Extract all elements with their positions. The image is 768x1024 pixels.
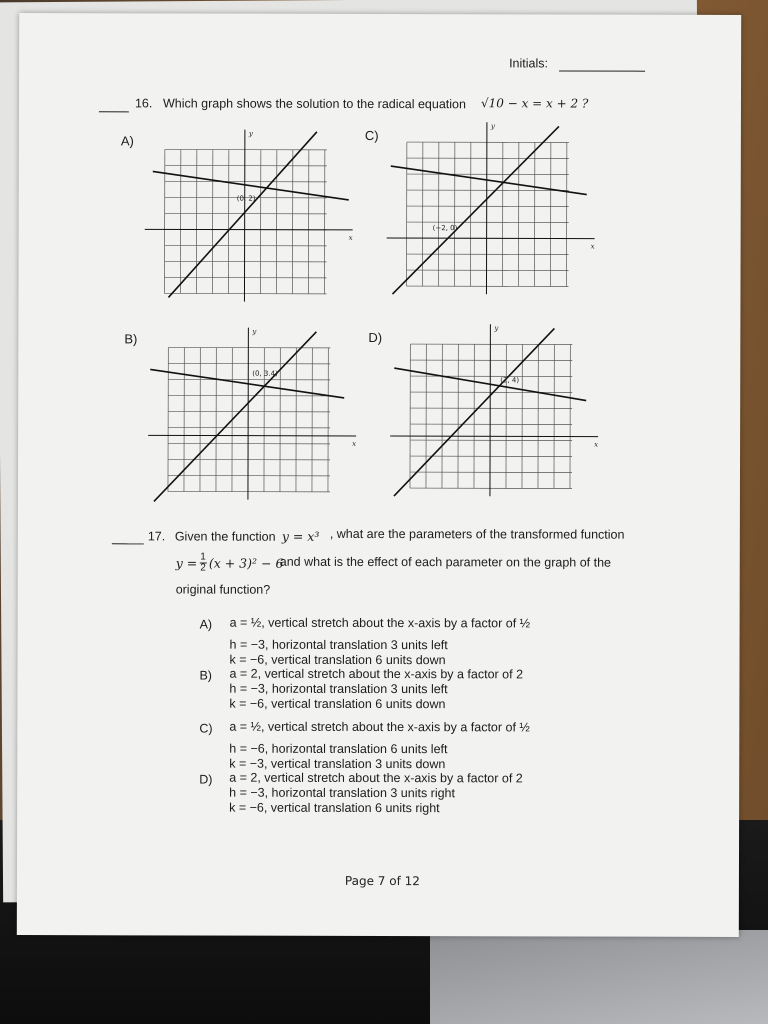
floor-tile	[430, 930, 768, 1024]
q16-prompt: Which graph shows the solution to the radical equation	[162, 96, 466, 112]
q17-option-c-line3: k = −3, vertical translation 3 units down	[229, 756, 446, 772]
point-label: (0, 3.4)	[252, 369, 278, 378]
x-axis-label: x	[348, 233, 353, 242]
worksheet-page	[17, 13, 741, 937]
y-axis-label: y	[252, 327, 257, 336]
q17-option-b-line2: h = −3, horizontal translation 3 units left	[229, 681, 448, 697]
q17-option-d-line1: a = 2, vertical stretch about the x-axis by a factor of 2	[229, 770, 523, 786]
q17-parent-fn: y = x³	[281, 528, 320, 544]
transformed-fn-suffix: (x + 3)² − 6	[208, 555, 284, 571]
q16-number: 16.	[134, 96, 153, 111]
graph-d-svg	[390, 320, 600, 501]
q16-option-d-label: D)	[368, 329, 383, 346]
q17-option-b-letter: B)	[199, 668, 212, 683]
graph-a-svg	[144, 125, 354, 306]
line-linear	[168, 131, 316, 297]
q17-option-b-line1: a = 2, vertical stretch about the x-axis by a factor of 2	[229, 666, 524, 682]
q16-answer-blank[interactable]	[99, 111, 129, 112]
q17-option-a-letter: A)	[199, 617, 213, 632]
x-axis	[148, 435, 356, 436]
q16-graph-d[interactable]	[390, 320, 600, 501]
q16-equation: √10 − x = x + 2 ?	[480, 96, 589, 111]
x-axis-label: x	[594, 440, 599, 449]
x-axis-label: x	[352, 439, 357, 448]
grid	[406, 142, 568, 286]
q17-prompt-cont2: and what is the effect of each parameter on the graph of the	[279, 554, 612, 570]
line-linear	[154, 331, 316, 501]
grid	[164, 149, 326, 293]
point-label: (2, 4)	[500, 376, 520, 385]
x-axis	[387, 238, 595, 239]
q17-option-c-letter: C)	[199, 721, 213, 736]
q17-prompt-cont: , what are the parameters of the transformed function	[329, 526, 625, 542]
q16-graph-a[interactable]	[144, 125, 354, 306]
line-linear	[392, 126, 558, 294]
q17-prompt-cont3: original function?	[175, 582, 271, 597]
q17-option-d-line3: k = −6, vertical translation 6 units right	[229, 800, 440, 816]
graph-c-svg	[386, 118, 596, 299]
graph-b-svg	[148, 323, 358, 504]
q17-option-d-line2: h = −3, horizontal translation 3 units right	[229, 785, 456, 801]
q17-option-a-line2: h = −3, horizontal translation 3 units left	[229, 637, 448, 653]
point-label: (0, 2)	[236, 194, 256, 203]
x-axis	[145, 229, 353, 230]
q16-option-a-label: A)	[120, 133, 134, 149]
q16-graph-c[interactable]	[386, 118, 596, 299]
x-axis-label: x	[590, 242, 595, 251]
transformed-fn-prefix: y =	[175, 554, 198, 571]
q17-number: 17.	[147, 529, 166, 544]
grid	[168, 347, 330, 491]
q16-option-c-label: C)	[364, 127, 379, 143]
q16-option-b-label: B)	[124, 331, 138, 347]
x-axis	[390, 436, 598, 437]
grid	[410, 344, 572, 488]
page-number: Page 7 of 12	[344, 873, 420, 889]
q17-option-c-line2: h = −6, horizontal translation 6 units left	[229, 741, 448, 757]
q17-option-a-line1: a = ½, vertical stretch about the x-axis by a factor of ½	[229, 615, 531, 631]
q17-option-c-line1: a = ½, vertical stretch about the x-axis by a factor of ½	[229, 719, 530, 735]
q17-answer-blank[interactable]	[112, 543, 144, 544]
y-axis-label: y	[490, 122, 495, 131]
coefficient-half: $\frac{1}{2}$	[200, 551, 206, 574]
initials-label: Initials:	[509, 56, 549, 71]
q17-option-a-line3: k = −6, vertical translation 6 units down	[229, 652, 446, 668]
q17-option-b-line3: k = −6, vertical translation 6 units down	[229, 696, 446, 712]
y-axis-label: y	[248, 129, 253, 138]
curve-radical	[150, 369, 344, 398]
q17-prompt: Given the function	[174, 529, 276, 544]
q17-transformed-fn	[176, 547, 284, 577]
q17-option-d-letter: D)	[199, 772, 213, 787]
y-axis-label: y	[494, 324, 499, 333]
initials-blank[interactable]	[559, 70, 645, 71]
point-label: (−2, 0)	[432, 224, 458, 233]
q16-graph-b[interactable]	[148, 323, 358, 504]
